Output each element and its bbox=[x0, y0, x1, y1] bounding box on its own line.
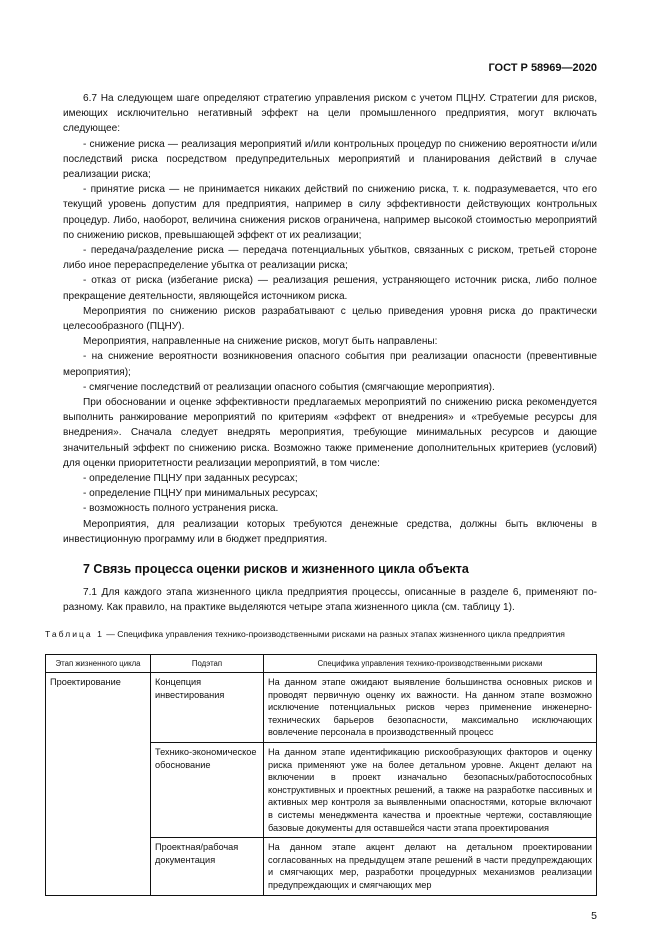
substage-cell: Проектная/рабочая документация bbox=[151, 838, 264, 895]
risk-table bbox=[45, 654, 597, 896]
paragraph: Мероприятия по снижению рисков разрабатывают с целью приведения уровня риска до практически целесообразного (ПЦНУ). bbox=[63, 305, 597, 333]
paragraph: - передача/разделение риска — передача потенциальных убытков, связанных с риском, третьей стороне либо иное перераспределение убытка от реализации риска; bbox=[63, 245, 597, 272]
paragraph: - возможность полного устранения риска. bbox=[83, 503, 279, 515]
section-7-text bbox=[63, 585, 597, 615]
column-header: Подэтап bbox=[151, 654, 264, 673]
section-6-text bbox=[63, 91, 597, 547]
description-cell: На данном этапе ожидают выявление большинства основных рисков и проводят первичную оценку их важности. На данном этапе возможно исключение потенциальных рисков через применение инженерно-технических барьеров безопасности, максимально исключающих вовлечение персонала в производственный процесс bbox=[264, 673, 597, 743]
table-caption bbox=[45, 628, 597, 640]
paragraph: 7.1 Для каждого этапа жизненного цикла предприятия процессы, описанные в разделе 6, применяют по-разному. Как правило, на практике выделяются четыре этапа жизненного цикла (см. таблицу 1). bbox=[63, 587, 597, 614]
section-heading: 7 Связь процесса оценки рисков и жизненного цикла объекта bbox=[83, 562, 469, 577]
column-header: Специфика управления технико-производственными рисками bbox=[264, 654, 597, 673]
paragraph: - определение ПЦНУ при заданных ресурсах; bbox=[83, 473, 298, 485]
description-cell: На данном этапе идентификацию рискообразующих факторов и оценку риска применяют уже на более детальном уровне. Акцент делают на включении в проект изначально безопасных/работоспособных конструктивных и проектных решений, а также на разработке пассивных и активных мер контроля за выявленными опасностями, которые включают в системы менеджмента качества и проектные чертежи, составляющие базовые документы для оставшейся части этапа проектирования bbox=[264, 743, 597, 838]
standard-number: ГОСТ Р 58969—2020 bbox=[488, 62, 597, 74]
paragraph: - на снижение вероятности возникновения опасного события при реализации опасности (превентивные мероприятия); bbox=[63, 351, 597, 378]
table-row bbox=[46, 673, 597, 743]
table-header-row bbox=[46, 654, 597, 673]
substage-cell: Технико-экономическое обоснование bbox=[151, 743, 264, 838]
paragraph: - снижение риска — реализация мероприятий и/или контрольных процедур по снижению вероятности и/или последствий риска посредством предупредительных мероприятий и планирования действий в случае реализации риска; bbox=[63, 138, 597, 181]
paragraph: - смягчение последствий от реализации опасного события (смягчающие мероприятия). bbox=[83, 381, 495, 393]
paragraph: - определение ПЦНУ при минимальных ресурсах; bbox=[83, 488, 318, 500]
caption-label: Таблица 1 bbox=[45, 628, 104, 639]
paragraph: При обосновании и оценке эффективности предлагаемых мероприятий по снижению риска рекомендуется выполнить ранжирование мероприятий по критериям «эффект от внедрения» и «требуемые ресурсы для внедрения». Сначала следует внедрять мероприятия, требующие минимальных ресурсов и дающие значительный эффект по снижению риска. Возможно также применение дополнительных критериев (условий) для оценки приоритетности реализации мероприятий, в том числе: bbox=[63, 397, 597, 469]
paragraph: - принятие риска — не принимается никаких действий по снижению риска, т. к. подразумевается, что его текущий уровень допустим для предприятия, например в силу эффективности действующих контрольных процедур. Либо, наоборот, величина снижения рисков ограничена, например высокой стоимостью мероприятий по снижению рисков, превышающей эффект от их реализации; bbox=[63, 184, 597, 241]
paragraph: Мероприятия, направленные на снижение рисков, могут быть направлены: bbox=[83, 336, 438, 348]
paragraph: Мероприятия, для реализации которых требуются денежные средства, должны быть включены в инвестиционную программу или в бюджет предприятия. bbox=[63, 518, 597, 545]
paragraph: - отказ от риска (избегание риска) — реализация решения, устраняющего источник риска, либо полное прекращение деятельности, являющейся источником риска. bbox=[63, 275, 597, 302]
description-cell: На данном этапе акцент делают на детальном проектировании согласованных на предыдущем этапе решений в части предупреждающих и смягчающих мер, разработки процедурных механизмов реализации предупреждающих и смягчающих мер bbox=[264, 838, 597, 895]
caption-text: — Специфика управления технико-производственными рисками на разных этапах жизненного цикла предприятия bbox=[103, 628, 565, 639]
substage-cell: Концепция инвестирования bbox=[151, 673, 264, 743]
page-number: 5 bbox=[591, 909, 597, 922]
paragraph: 6.7 На следующем шаге определяют стратегию управления риском с учетом ПЦНУ. Стратегии для рисков, имеющих исключительно негативный эффект на цели промышленного предприятия, могут включать следующее: bbox=[63, 93, 597, 135]
stage-cell: Проектирование bbox=[46, 673, 151, 896]
column-header: Этап жизненного цикла bbox=[46, 654, 151, 673]
